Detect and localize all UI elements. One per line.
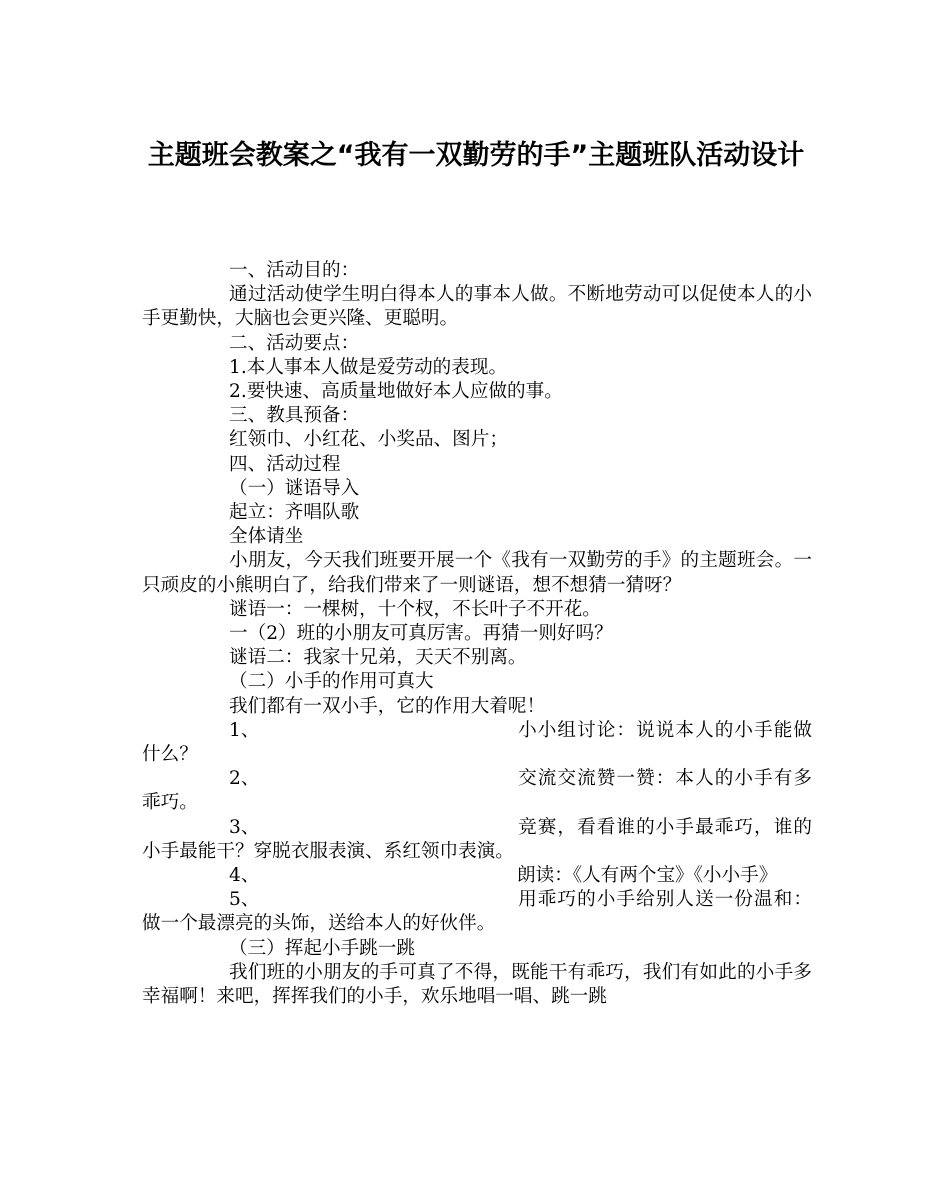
section-heading-purpose: 一、活动目的：: [229, 260, 360, 281]
numbered-item: [142, 888, 812, 936]
subsection-heading: （一）谜语导入: [229, 477, 360, 499]
paragraph: 红领巾、小红花、小奖品、图片；: [229, 429, 508, 451]
item-text: 小小组讨论：说说本人的小手能做什么？: [142, 719, 812, 766]
subsection-heading: （二）小手的作用可真大: [229, 671, 434, 693]
item-number: 3、: [229, 816, 260, 838]
numbered-item: [142, 767, 812, 815]
paragraph: 一（2）班的小朋友可真厉害。再猜一则好吗？: [229, 623, 613, 645]
document-title: 主题班会教案之“我有一双勤劳的手”主题班队活动设计: [147, 140, 805, 171]
section-heading-process: 四、活动过程: [229, 453, 341, 475]
item-number: 4、: [229, 865, 260, 887]
numbered-item: [142, 719, 812, 767]
item-text: 竞赛，看看谁的小手最乖巧，谁的小手最能干？穿脱衣服表演、系红领巾表演。: [142, 816, 812, 862]
paragraph: 谜语二：我家十兄弟，天天不别离。: [229, 647, 527, 669]
paragraph: 小朋友，今天我们班要开展一个《我有一双勤劳的手》的主题班会。一只顽皮的小熊明白了，给我们带来了一则谜语，想不想猜一猜呀？: [142, 550, 812, 596]
item-number: 1、: [229, 719, 260, 741]
paragraph: 通过活动使学生明白得本人的事本人做。不断地劳动可以促使本人的小手更勤快，大脑也会更兴隆、更聪明。: [142, 284, 812, 330]
paragraph: 我们都有一双小手，它的作用大着呢！: [229, 695, 546, 717]
section-heading-key-points: 二、活动要点：: [229, 332, 360, 354]
item-text: 交流交流赞一赞：本人的小手有多乖巧。: [142, 768, 812, 814]
item-text: 用乖巧的小手给别人送一份温和：做一个最漂亮的头饰，送给本人的好伙伴。: [142, 889, 812, 935]
paragraph: 我们班的小朋友的手可真了不得，既能干有乖巧，我们有如此的小手多幸福啊！来吧，挥挥我们的小手，欢乐地唱一唱、跳一跳: [142, 961, 812, 1008]
numbered-item: [142, 864, 812, 888]
paragraph: 谜语一：一棵树，十个杈，不长叶子不开花。: [229, 598, 601, 620]
paragraph: 起立：齐唱队歌: [229, 502, 360, 524]
item-number: 2、: [229, 768, 260, 790]
numbered-item: [142, 816, 812, 864]
item-number: 5、: [229, 889, 260, 911]
item-text: 朗读：《人有两个宝》《小小手》: [517, 865, 778, 887]
section-heading-materials: 三、教具预备：: [229, 405, 360, 427]
subsection-heading: （三）挥起小手跳一跳: [229, 937, 415, 959]
document-body: [142, 259, 812, 1009]
paragraph: 2.要快速、高质量地做好本人应做的事。: [229, 381, 563, 403]
paragraph: 全体请坐: [229, 526, 304, 548]
paragraph: 1.本人事本人做是爱劳动的表现。: [229, 356, 508, 378]
